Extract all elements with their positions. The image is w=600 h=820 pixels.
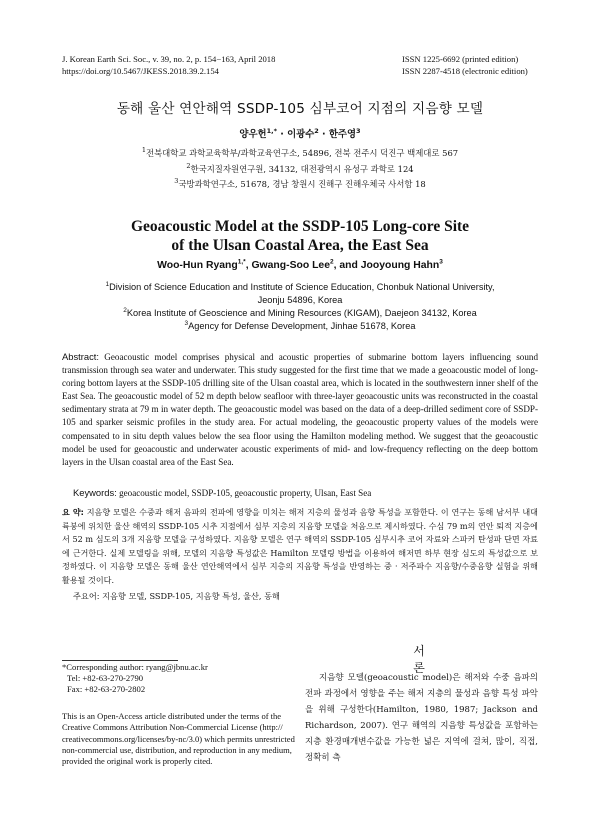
introduction-paragraph: 지음향 모델(geoacoustic model)은 해저와 수중 음파의 전파 과정에서 영향을 주는 해저 지층의 물성과 음향 특성 파악을 위해 구성한다(Hamilton, 1980, 1987; Jackson and Richardson, 2007). 연구 해역의 지음향 특성값을 포함하는 지층 환경매개변수값을 가능한 넓은 지역에 걸쳐, 많이, 직접, 정확히 측 — [305, 673, 538, 763]
introduction-body — [305, 670, 538, 766]
author-tel: Tel: +82-63-270-2790 — [67, 673, 144, 684]
korean-abstract — [62, 506, 538, 588]
corresponding-author-note — [62, 662, 302, 696]
author-fax: Fax: +82-63-270-2802 — [67, 684, 146, 695]
abstract-label: Abstract: — [62, 351, 99, 362]
english-affiliations — [0, 281, 600, 333]
issn-electronic: ISSN 2287-4518 (electronic edition) — [402, 65, 528, 76]
korean-abstract-label: 요 약: — [62, 507, 84, 517]
korean-affiliation: $^3$국방과학연구소, 51678, 경남 창원시 진해구 진해우체국 사서함 18 — [174, 177, 426, 189]
korean-affiliation: $^1$전북대학교 과학교육학부/과학교육연구소, 54896, 전북 전주시 덕진구 백제대로 567 — [141, 146, 459, 158]
corresponding-author: *Corresponding author: ryang@jbnu.ac.kr — [62, 662, 208, 672]
korean-title: 동해 울산 연안해역 SSDP-105 심부코어 지점의 지음향 모델 — [116, 101, 484, 117]
affiliation-1-cont: Jeonju 54896, Korea — [257, 295, 343, 305]
korean-author-superscript: 2 — [314, 126, 319, 135]
english-title-line-2: of the Ulsan Coastal Area, the East Sea — [171, 237, 429, 254]
running-header-right — [402, 54, 562, 77]
english-authors — [0, 260, 600, 271]
english-author-name: Gwang-Soo Lee — [251, 260, 330, 271]
keywords-text: geoacoustic model, SSDP-105, geoacoustic property, Ulsan, East Sea — [119, 488, 372, 498]
korean-keywords-text: 지음향 모델, SSDP-105, 지음향 특성, 울산, 동해 — [102, 591, 280, 601]
korean-author-separator: · — [318, 129, 329, 140]
korean-abstract-text: 지음향 모델은 수중과 해저 음파의 전파에 영향을 미치는 해저 지층의 물성과 음향 특성을 포함한다. 이 연구는 동해 남서부 내대륙붕에 위치한 울산 해역의 SSDP-105 시추 지점에서 심부 지층의 지음향 모델을 처음으로 제시하였다. 수심 79 m의 연안 퇴적 지층에서 52 m 심도의 3개 지음향 모델을 구성하였다. 지음향 모델은 연구 해역의 SSDP-105 심부시추 코어 자료와 스파커 탄성파 단면 자료에 근거한다. 실제 모델링을 위해, 모델의 지음향 특성값은 Hamilton 모델링 방법을 이용하여 해저면 하부 현장 심도의 특성값으로 보정하였다. 이 지음향 모델은 동해 울산 연안해역에서 심부 지층의 지음향 특성을 반영하는 중 · 저주파수 지음향/수중음향 실험을 위해 활용될 것이다. — [62, 507, 538, 585]
english-title — [0, 217, 600, 255]
english-author-name: Jooyoung Hahn — [360, 260, 440, 271]
korean-affiliations — [0, 146, 600, 193]
korean-author-superscript: 1,* — [266, 126, 277, 135]
section-heading-introduction: 서 론 — [413, 644, 433, 675]
korean-keywords-label: 주요어: — [73, 591, 100, 601]
footnote-rule — [62, 660, 178, 661]
korean-keywords — [73, 591, 533, 602]
english-author-superscript: 2 — [329, 258, 334, 266]
korean-author-separator: · — [276, 129, 288, 140]
running-header-left — [62, 54, 362, 77]
korean-affiliation: $^2$한국지질자원연구원, 34132, 대전광역시 유성구 과학로 124 — [186, 161, 414, 174]
keywords-label: Keywords: — [73, 487, 117, 498]
english-author-superscript: 3 — [439, 258, 443, 266]
affiliation-2: $^2$Korea Institute of Geoscience and Mining Resources (KIGAM), Daejeon 34132, Korea — [123, 306, 477, 318]
korean-authors — [0, 126, 600, 140]
english-author-superscript: 1,* — [237, 258, 246, 266]
affiliation-1: $^1$Division of Science Education and Institute of Science Education, Chonbuk National University, — [105, 280, 495, 292]
abstract-text: Geoacoustic model comprises physical and acoustic properties of submarine bottom layers influencing sound transmission through sea water and underwater. This study suggested for the first time that we made a geoacoustic model of long-coring bottom layers at the SSDP-105 drilling site of the Ulsan coastal area, which is located in the southwestern inner shelf of the East Sea. The geoacoustic model of 52 m depth below seafloor with three-layer geoacoustic units was reconstructed in the coastal sedimentary strata at 79 m in water depth. The geoacoustic model was based on the data of a deep-drilled sediment core of SSDP-105 and sparker seismic profiles in the study area. For actual modeling, the geoacoustic property values of the models were compensated to in situ depth values below the sea floor using the Hamilton modeling method. We suggest that the geoacoustic model be used for geoacoustic and underwater acoustic experiments of mid- and low-frequency reflecting on the deep bottom layers in the Ulsan coastal area of the East Sea. — [62, 352, 538, 467]
journal-citation: J. Korean Earth Sci. Soc., v. 39, no. 2, p. 154−163, April 2018 — [62, 54, 276, 64]
korean-author-name: 이광수 — [287, 129, 315, 140]
english-author-separator: , — [245, 260, 252, 271]
english-author-separator: , and — [333, 260, 361, 271]
korean-author-name: 한주영 — [328, 129, 357, 140]
open-access-notice: This is an Open-Access article distributed under the terms of the Creative Commons Attribution Non-Commercial License (http:// creativecommons.org/licenses/by-nc/3.0) which permits unrestricted non-commercial use, distribution, and reproduction in any medium, provided the original work is properly cited. — [62, 711, 295, 767]
korean-author-superscript: 3 — [356, 126, 361, 135]
english-author-name: Woo-Hun Ryang — [157, 260, 238, 271]
keywords — [73, 487, 533, 498]
english-title-line-1: Geoacoustic Model at the SSDP-105 Long-core Site — [130, 218, 470, 235]
abstract — [62, 350, 538, 469]
issn-print: ISSN 1225-6692 (printed edition) — [402, 54, 519, 64]
korean-author-name: 양우헌 — [239, 129, 267, 140]
affiliation-3: $^3$Agency for Defense Development, Jinhae 51678, Korea — [184, 319, 416, 331]
doi: https://doi.org/10.5467/JKESS.2018.39.2.154 — [62, 65, 219, 76]
